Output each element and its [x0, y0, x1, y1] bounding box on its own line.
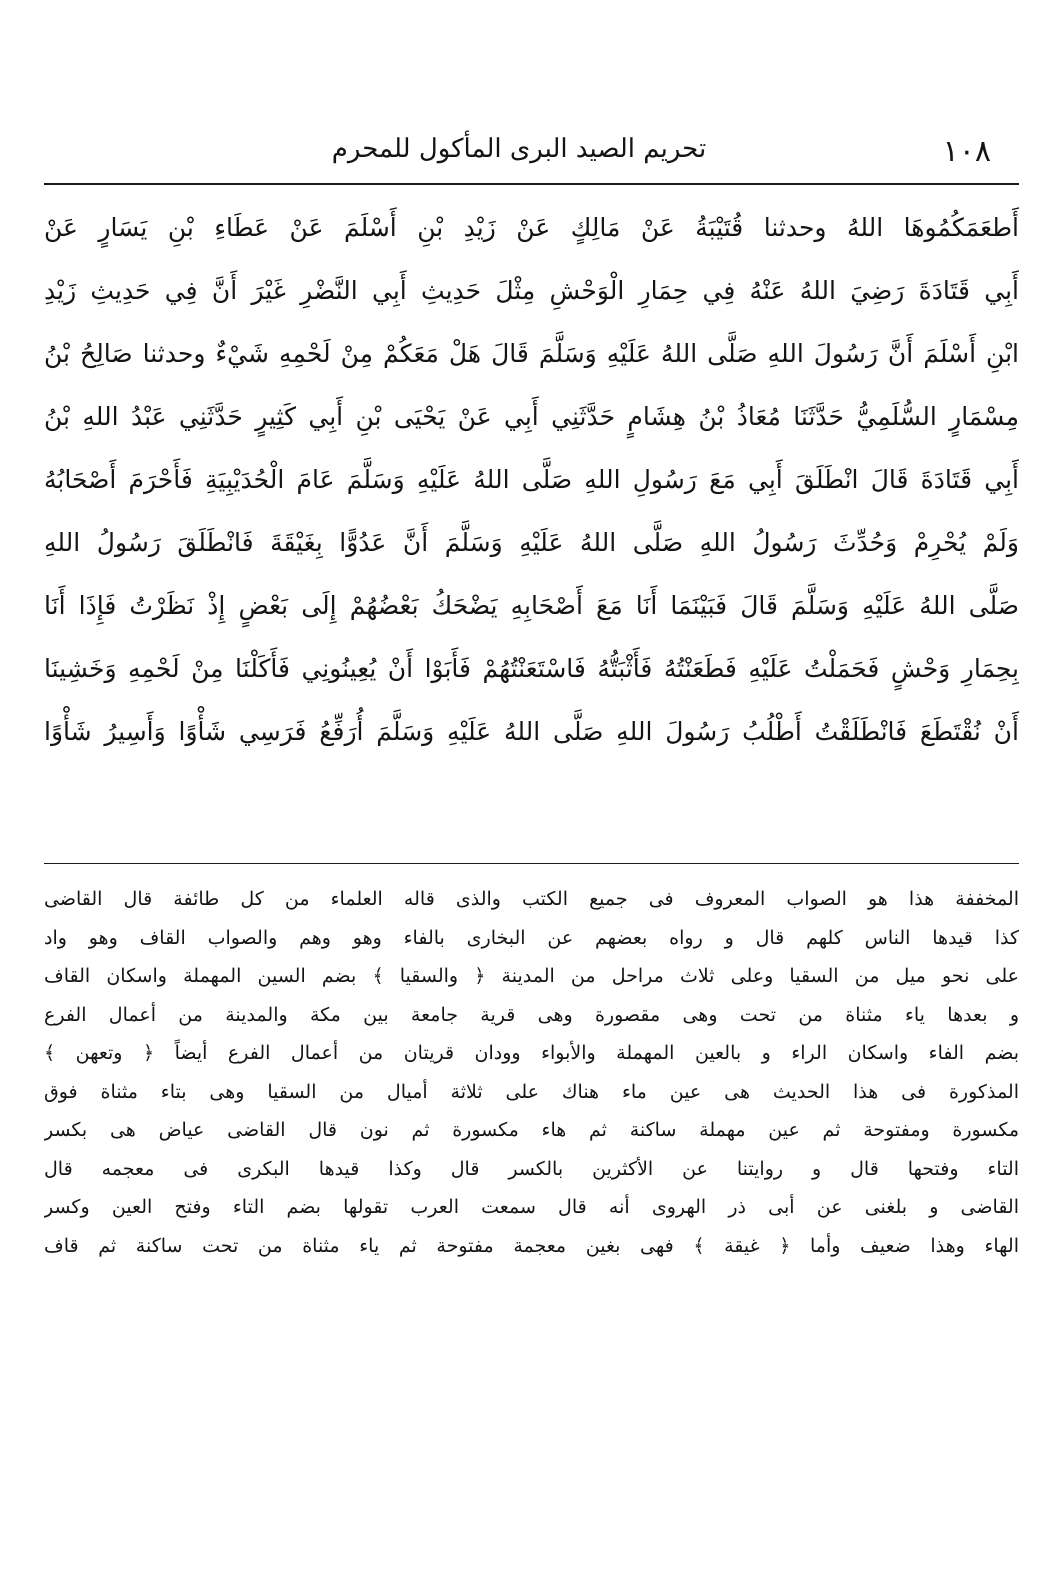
- text-line: مِسْمَارٍ السُّلَمِيُّ حَدَّثَنَا مُعَاذُ بْنُ هِشَامٍ حَدَّثَنِي أَبِي عَنْ يَحْيَى بْنِ أَبِي كَثِيرٍ حَدَّثَنِي عَبْدُ اللهِ بْنُ: [44, 402, 1019, 431]
- text-line: بِحِمَارِ وَحْشٍ فَحَمَلْتُ عَلَيْهِ فَطَعَنْتُهُ فَأَثْبَتُّهُ فَاسْتَعَنْتُهُمْ فَأَبَوْا أَنْ يُعِينُونِي فَأَكَلْنَا مِنْ لَحْمِهِ وَخَشِينَا: [44, 654, 1019, 683]
- page-number: ١٠٨: [942, 134, 991, 169]
- header-rule: [44, 183, 1019, 185]
- footnote-line: القاضى و بلغنى عن أبى ذر الهروى أنه قال سمعت العرب تقولها بضم التاء وفتح العين وكسر: [44, 1196, 1019, 1218]
- footnote-line: التاء وفتحها قال و روايتنا عن الأكثرين بالكسر قال وكذا قيدها البكرى فى معجمه قال: [44, 1157, 1019, 1180]
- text-line: أَطعَمَكُمُوهَا اللهُ وحدثنا قُتَيْبَةُ عَنْ مَالِكٍ عَنْ زَيْدِ بْنِ أَسْلَمَ عَنْ عَطَاءِ بْنِ يَسَارٍ عَنْ: [44, 213, 1019, 242]
- text-line: أَبِي قَتَادَةَ قَالَ انْطَلَقَ أَبِي مَعَ رَسُولِ اللهِ صَلَّى اللهُ عَلَيْهِ وَسَلَّمَ عَامَ الْحُدَيْبِيَةِ فَأَحْرَمَ أَصْحَابُهُ: [44, 465, 1019, 494]
- footnote-line: المخففة هذا هو الصواب المعروف فى جميع الكتب والذى قاله العلماء من كل طائفة قال القاضى: [44, 888, 1019, 910]
- footnote-line: الهاء وهذا ضعيف وأما ﴿ غيقة ﴾ فهى بغين معجمة مفتوحة ثم ياء مثناة من تحت ساكنة ثم قاف: [44, 1234, 1019, 1257]
- text-line: صَلَّى اللهُ عَلَيْهِ وَسَلَّمَ قَالَ فَبَيْنَمَا أَنَا مَعَ أَصْحَابِهِ يَضْحَكُ بَعْضُهُمْ إِلَى بَعْضٍ إِذْ نَظَرْتُ فَإِذَا أَنَا: [44, 591, 1019, 620]
- footnote-line: مكسورة ومفتوحة ثم عين مهملة ساكنة ثم هاء مكسورة ثم نون قال القاضى عياض هى بكسر: [44, 1119, 1019, 1141]
- page-header: [44, 128, 1019, 180]
- footnote-line: على نحو ميل من السقيا وعلى ثلاث مراحل من المدينة ﴿ والسقيا ﴾ بضم السين المهملة واسكان القاف: [44, 965, 1019, 987]
- footnote-line: بضم الفاء واسكان الراء و بالعين المهملة والأبواء وودان قريتان من أعمال الفرع أيضاً ﴿ وتعهن ﴾: [44, 1042, 1019, 1064]
- footnote-line: كذا قيدها الناس كلهم قال و رواه بعضهم عن البخارى بالفاء وهو وهم والصواب القاف وهو واد: [44, 926, 1019, 949]
- hadith-text: [44, 196, 1019, 763]
- footnote-line: و بعدها ياء مثناة من تحت وهى مقصورة وهى قرية جامعة بين مكة والمدينة من أعمال الفرع: [44, 1003, 1019, 1026]
- text-line: أَبِي قَتَادَةَ رَضِيَ اللهُ عَنْهُ فِي حِمَارِ الْوَحْشِ مِثْلَ حَدِيثِ أَبِي النَّضْرِ غَيْرَ أَنَّ فِي حَدِيثِ زَيْدِ: [44, 276, 1019, 305]
- footnote-separator: [44, 863, 1019, 864]
- text-line: ابْنِ أَسْلَمَ أَنَّ رَسُولَ اللهِ صَلَّى اللهُ عَلَيْهِ وَسَلَّمَ قَالَ هَلْ مَعَكُمْ مِنْ لَحْمِهِ شَيْءٌ وحدثنا صَالِحُ بْنُ: [44, 339, 1019, 368]
- running-title: تحريم الصيد البرى المأكول للمحرم: [331, 134, 707, 164]
- text-line: وَلَمْ يُحْرِمْ وَحُدِّثَ رَسُولُ اللهِ صَلَّى اللهُ عَلَيْهِ وَسَلَّمَ أَنَّ عَدُوًّا بِغَيْقَةَ فَانْطَلَقَ رَسُولُ اللهِ: [44, 528, 1019, 557]
- footnote-line: المذكورة فى هذا الحديث هى عين ماء هناك على ثلاثة أميال من السقيا وهى بتاء مثناة فوق: [44, 1080, 1019, 1103]
- commentary-footnotes: [44, 880, 1019, 1265]
- text-line: أَنْ نُقْتَطَعَ فَانْطَلَقْتُ أَطْلُبُ رَسُولَ اللهِ صَلَّى اللهُ عَلَيْهِ وَسَلَّمَ أُرَفِّعُ فَرَسِي شَأْوًا وَأَسِيرُ شَأْوًا: [44, 717, 1019, 746]
